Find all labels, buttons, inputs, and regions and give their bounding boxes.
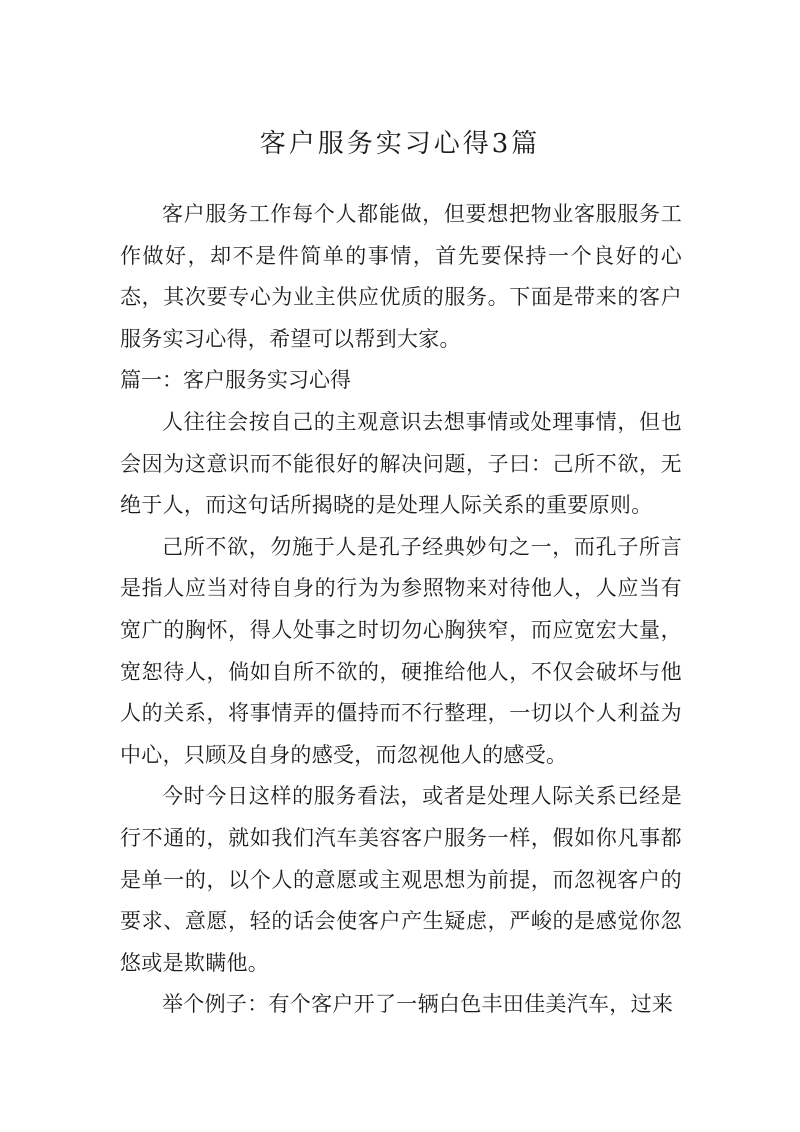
document-body <box>120 194 682 1026</box>
intro-paragraph: 客户服务工作每个人都能做，但要想把物业客服服务工作做好，却不是件简单的事情，首先要保持一个良好的心态，其次要专心为业主供应优质的服务。下面是带来的客户服务实习心得，希望可以帮到大家。 <box>120 202 682 351</box>
body-paragraph-1: 人往往会按自己的主观意识去想事情或处理事情，但也会因为这意识而不能很好的解决问题，子曰：己所不欲，无绝于人，而这句话所揭晓的是处理人际关系的重要原则。 <box>120 409 682 518</box>
body-paragraph-2: 己所不欲，勿施于人是孔子经典妙句之一，而孔子所言是指人应当对待自身的行为为参照物来对待他人，人应当有宽广的胸怀，得人处事之时切勿心胸狭窄，而应宽宏大量，宽恕待人，倘如自所不欲的，硬推给他人，不仅会破坏与他人的关系，将事情弄的僵持而不行整理，一切以个人利益为中心，只顾及自身的感受，而忽视他人的感受。 <box>120 534 682 767</box>
section-heading: 篇一：客户服务实习心得 <box>120 368 351 393</box>
body-paragraph-3: 今时今日这样的服务看法，或者是处理人际关系已经是行不通的，就如我们汽车美容客户服务一样，假如你凡事都是单一的，以个人的意愿或主观思想为前提，而忽视客户的要求、意愿，轻的话会使客户产生疑虑，严峻的是感觉你忽悠或是欺瞒他。 <box>120 784 682 975</box>
body-paragraph-4: 举个例子：有个客户开了一辆白色丰田佳美汽车，过来 <box>162 992 674 1017</box>
document-title: 客户服务实习心得3篇 <box>259 129 541 159</box>
